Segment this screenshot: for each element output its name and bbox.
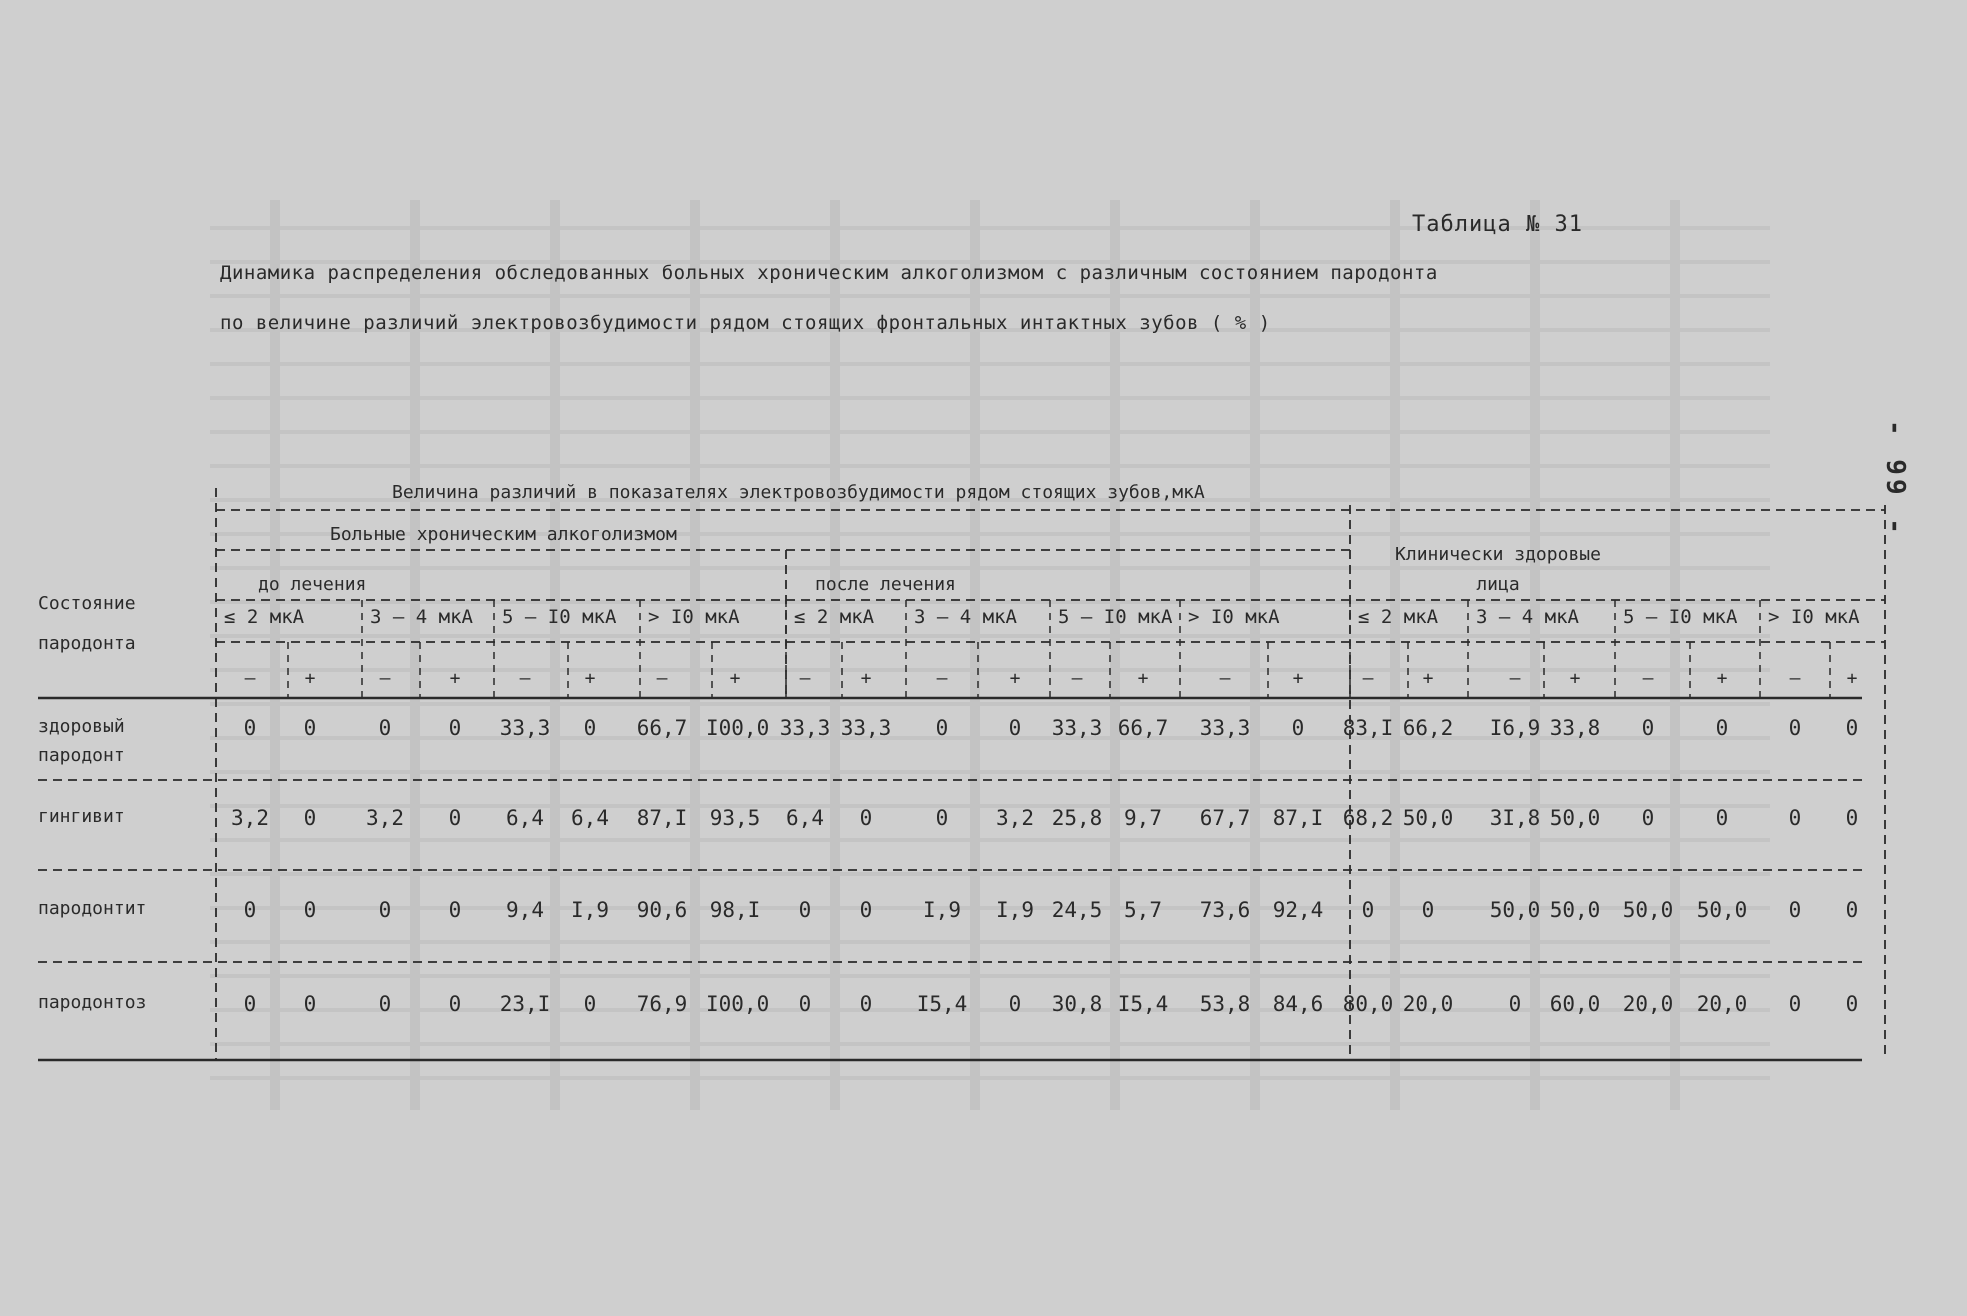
table-cell: I,9 xyxy=(571,898,609,922)
table-cell: 0 xyxy=(1788,716,1802,740)
row-label: гингивит xyxy=(38,806,125,827)
sign-plus: + xyxy=(304,668,316,689)
table-cell: 30,8 xyxy=(1051,992,1103,1016)
table-cell: 23,I xyxy=(499,992,551,1016)
sign-minus: – xyxy=(1071,668,1083,689)
table-cell: 6,4 xyxy=(571,806,609,830)
table-cell: 6,4 xyxy=(506,806,544,830)
table-cell: 20,0 xyxy=(1402,992,1454,1016)
table-cell: 0 xyxy=(859,806,873,830)
table-cell: 0 xyxy=(243,898,257,922)
table-cell: 33,3 xyxy=(499,716,551,740)
table-cell: 0 xyxy=(448,898,462,922)
sign-plus: + xyxy=(1422,668,1434,689)
table-cell: 0 xyxy=(859,898,873,922)
table-cell: 0 xyxy=(1845,898,1859,922)
table-cell: I5,4 xyxy=(916,992,968,1016)
sign-plus: + xyxy=(1569,668,1581,689)
range-header: > I0 мкА xyxy=(1768,606,1860,628)
table-cell: 0 xyxy=(378,716,392,740)
table-cell: 0 xyxy=(378,992,392,1016)
row-label: здоровый пародонт xyxy=(38,716,125,766)
sign-plus: + xyxy=(1846,668,1858,689)
sign-minus: – xyxy=(799,668,811,689)
table-cell: 0 xyxy=(448,806,462,830)
row-label: пародонтит xyxy=(38,898,147,919)
table-cell: 60,0 xyxy=(1549,992,1601,1016)
sign-plus: + xyxy=(1137,668,1149,689)
table-caption: Таблица № 31 xyxy=(1412,212,1583,237)
header-group-patients: Больные хроническим алкоголизмом xyxy=(330,524,677,545)
range-header: 3 – 4 мкА xyxy=(370,606,473,628)
table-cell: I6,9 xyxy=(1489,716,1541,740)
table-cell: 50,0 xyxy=(1549,898,1601,922)
sign-minus: – xyxy=(1219,668,1231,689)
table-cell: 25,8 xyxy=(1051,806,1103,830)
table-cell: 0 xyxy=(935,806,949,830)
sign-minus: – xyxy=(1362,668,1374,689)
table-cell: 33,3 xyxy=(840,716,892,740)
table-cell: 9,7 xyxy=(1124,806,1162,830)
table-cell: 0 xyxy=(303,806,317,830)
table-cell: 0 xyxy=(1715,716,1729,740)
sign-minus: – xyxy=(936,668,948,689)
table-cell: I00,0 xyxy=(706,716,770,740)
table-cell: 0 xyxy=(1641,716,1655,740)
table-cell: 0 xyxy=(1008,992,1022,1016)
table-cell: I,9 xyxy=(996,898,1034,922)
table-cell: 0 xyxy=(1788,806,1802,830)
sign-minus: – xyxy=(244,668,256,689)
table-cell: 0 xyxy=(1788,992,1802,1016)
table-cell: 6,4 xyxy=(786,806,824,830)
table-cell: 76,9 xyxy=(636,992,688,1016)
table-cell: 80,0 xyxy=(1342,992,1394,1016)
range-header: ≤ 2 мкА xyxy=(224,606,305,628)
table-cell: 0 xyxy=(583,716,597,740)
table-cell: 0 xyxy=(1421,898,1435,922)
table-cell: 20,0 xyxy=(1622,992,1674,1016)
table-cell: 0 xyxy=(1008,716,1022,740)
table-cell: 66,7 xyxy=(1117,716,1169,740)
sign-plus: + xyxy=(860,668,872,689)
table-cell: 0 xyxy=(378,898,392,922)
table-cell: 0 xyxy=(303,716,317,740)
range-header: ≤ 2 мкА xyxy=(794,606,875,628)
sign-minus: – xyxy=(1509,668,1521,689)
range-header: 5 – I0 мкА xyxy=(1623,606,1738,628)
table-cell: 50,0 xyxy=(1489,898,1541,922)
table-cell: 66,2 xyxy=(1402,716,1454,740)
table-cell: 33,3 xyxy=(779,716,831,740)
sign-minus: – xyxy=(519,668,531,689)
table-cell: 3,2 xyxy=(996,806,1034,830)
row-label: пародонтоз xyxy=(38,992,147,1013)
sign-plus: + xyxy=(1716,668,1728,689)
range-header: ≤ 2 мкА xyxy=(1358,606,1439,628)
table-cell: 87,I xyxy=(636,806,688,830)
header-after-treatment: после лечения xyxy=(815,574,956,595)
table-cell: 50,0 xyxy=(1622,898,1674,922)
page-number: - 99 - xyxy=(1880,420,1910,538)
table-cell: 73,6 xyxy=(1199,898,1251,922)
table-cell: 0 xyxy=(1361,898,1375,922)
range-header: 3 – 4 мкА xyxy=(1476,606,1579,628)
table-cell: 98,I xyxy=(709,898,761,922)
title-line-2: по величине различий электровозбудимости рядом стоящих фронтальных интактных зубов ( % ) xyxy=(220,312,1271,334)
range-header: 5 – I0 мкА xyxy=(502,606,617,628)
table-cell: 0 xyxy=(448,716,462,740)
table-cell: 67,7 xyxy=(1199,806,1251,830)
table-cell: 0 xyxy=(798,898,812,922)
sign-plus: + xyxy=(729,668,741,689)
sign-minus: – xyxy=(1642,668,1654,689)
table-cell: I5,4 xyxy=(1117,992,1169,1016)
table-cell: 0 xyxy=(1845,992,1859,1016)
table-cell: 83,I xyxy=(1342,716,1394,740)
table-cell: 33,3 xyxy=(1199,716,1251,740)
table-cell: 53,8 xyxy=(1199,992,1251,1016)
table-cell: 9,4 xyxy=(506,898,544,922)
table-cell: 0 xyxy=(1788,898,1802,922)
table-cell: 0 xyxy=(583,992,597,1016)
header-before-treatment: до лечения xyxy=(258,574,367,595)
range-header: 5 – I0 мкА xyxy=(1058,606,1173,628)
table-cell: 0 xyxy=(303,992,317,1016)
table-cell: 0 xyxy=(859,992,873,1016)
bleed-through-texture xyxy=(210,200,1770,1110)
table-cell: I00,0 xyxy=(706,992,770,1016)
sign-plus: + xyxy=(584,668,596,689)
table-cell: 92,4 xyxy=(1272,898,1324,922)
table-cell: 90,6 xyxy=(636,898,688,922)
sign-minus: – xyxy=(379,668,391,689)
header-top: Величина различий в показателях электровозбудимости рядом стоящих зубов,мкА xyxy=(392,482,1205,503)
table-cell: 0 xyxy=(448,992,462,1016)
table-cell: 50,0 xyxy=(1696,898,1748,922)
table-cell: 0 xyxy=(1641,806,1655,830)
table-cell: 0 xyxy=(1845,716,1859,740)
table-cell: 0 xyxy=(243,716,257,740)
table-cell: 20,0 xyxy=(1696,992,1748,1016)
table-cell: 3I,8 xyxy=(1489,806,1541,830)
table-cell: 68,2 xyxy=(1342,806,1394,830)
range-header: 3 – 4 мкА xyxy=(914,606,1017,628)
title-line-1: Динамика распределения обследованных больных хроническим алкоголизмом с различным состоянием пародонта xyxy=(220,262,1438,284)
table-cell: 87,I xyxy=(1272,806,1324,830)
sign-plus: + xyxy=(1292,668,1304,689)
sign-plus: + xyxy=(449,668,461,689)
table-cell: 3,2 xyxy=(366,806,404,830)
header-stub-label: Состояние пародонта xyxy=(38,593,136,654)
table-cell: 84,6 xyxy=(1272,992,1324,1016)
sign-plus: + xyxy=(1009,668,1021,689)
table-cell: 0 xyxy=(935,716,949,740)
range-header: > I0 мкА xyxy=(1188,606,1280,628)
table-cell: I,9 xyxy=(923,898,961,922)
sign-minus: – xyxy=(656,668,668,689)
table-cell: 0 xyxy=(1508,992,1522,1016)
table-cell: 0 xyxy=(1291,716,1305,740)
table-cell: 5,7 xyxy=(1124,898,1162,922)
table-cell: 0 xyxy=(243,992,257,1016)
table-cell: 66,7 xyxy=(636,716,688,740)
range-header: > I0 мкА xyxy=(648,606,740,628)
table-cell: 24,5 xyxy=(1051,898,1103,922)
table-cell: 33,8 xyxy=(1549,716,1601,740)
table-cell: 50,0 xyxy=(1402,806,1454,830)
table-cell: 0 xyxy=(798,992,812,1016)
table-cell: 50,0 xyxy=(1549,806,1601,830)
header-group-healthy: Клинически здоровые лица xyxy=(1395,544,1601,595)
sign-minus: – xyxy=(1789,668,1801,689)
table-cell: 93,5 xyxy=(709,806,761,830)
table-cell: 33,3 xyxy=(1051,716,1103,740)
table-cell: 3,2 xyxy=(231,806,269,830)
table-cell: 0 xyxy=(1845,806,1859,830)
table-cell: 0 xyxy=(303,898,317,922)
table-cell: 0 xyxy=(1715,806,1729,830)
